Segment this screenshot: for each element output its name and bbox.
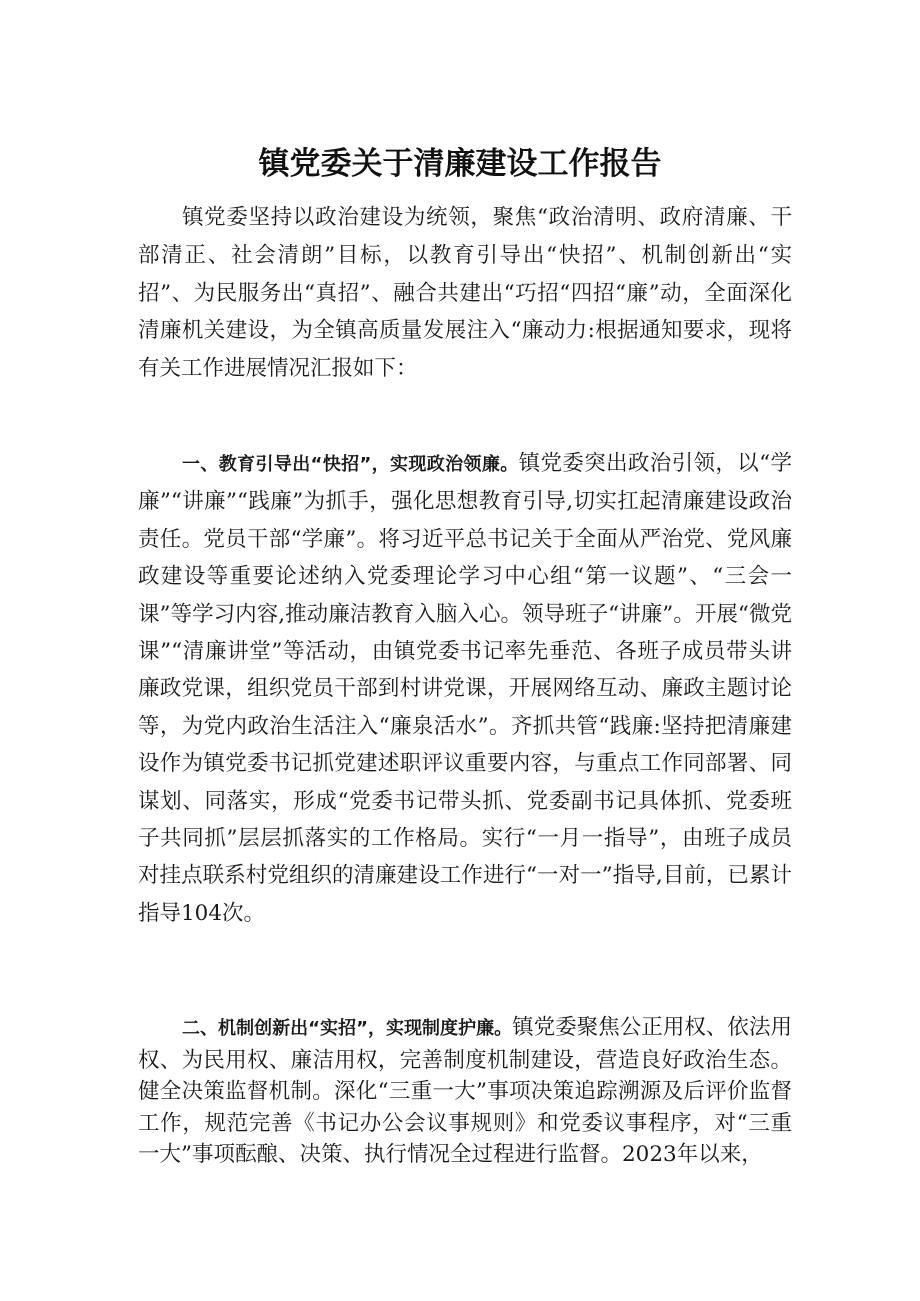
paragraph-text: 镇党委聚焦公正用权、依法用权、为民用权、廉洁用权，完善制度机制建设，营造良好政治生态。健全决策监督机制。深化“三重一大”事项决策追踪溯源及后评价监督工作，规范完善《书记办公会议事规则》和党委议事程序，对“三重一大”事项酝酿、决策、执行情况全过程进行监督。2023年以来， [138,1015,792,1167]
paragraph-section-2 [138,1012,792,1171]
paragraph-section-1 [138,445,792,932]
section-heading: 一、教育引导出“快招”，实现政治领廉。 [182,454,519,475]
paragraph-text: 镇党委突出政治引领，以“学廉”“讲廉”“践廉”为抓手，强化思想教育引导,切实扛起清廉建设政治责任。党员干部“学廉”。将习近平总书记关于全面从严治党、党风廉政建设等重要论述纳入党委理论学习中心组“第一议题”、“三会一课”等学习内容,推动廉洁教育入脑入心。领导班子“讲廉”。开展“微党课”“清廉讲堂”等活动，由镇党委书记率先垂范、各班子成员带头讲廉政党课，组织党员干部到村讲党课，开展网络互动、廉政主题讨论等，为党内政治生活注入“廉泉活水”。齐抓共管“践廉:坚持把清廉建设作为镇党委书记抓党建述职评议重要内容，与重点工作同部署、同谋划、同落实，形成“党委书记带头抓、党委副书记具体抓、党委班子共同抓”层层抓落实的工作格局。实行“一月一指导”，由班子成员对挂点联系村党组织的清廉建设工作进行“一对一”指导,目前，已累计指导104次。 [138,451,792,926]
paragraph-text: 镇党委坚持以政治建设为统领，聚焦“政治清明、政府清廉、干部清正、社会清朗”目标，以教育引导出“快招”、机制创新出“实招”、为民服务出“真招”、融合共建出“巧招“四招“廉”动，全面深化清廉机关建设，为全镇高质量发展注入“廉动力:根据通知要求，现将有关工作进展情况汇报如下： [138,205,792,381]
paragraph-intro [138,199,792,387]
section-heading: 二、机制创新出“实招”，实现制度护廉。 [182,1018,513,1039]
page-title: 镇党委关于清廉建设工作报告 [258,145,662,182]
